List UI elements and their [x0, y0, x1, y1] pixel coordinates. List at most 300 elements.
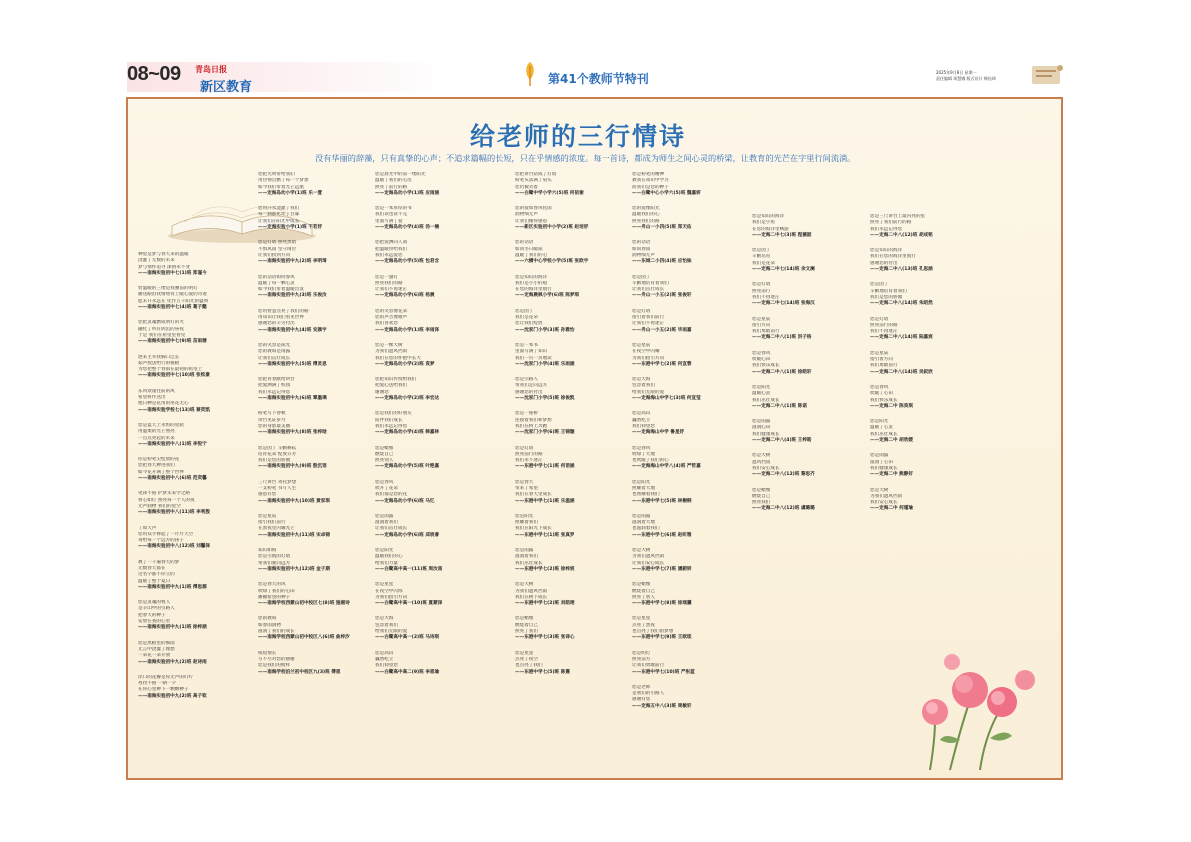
scroll-ornament-icon: [1030, 60, 1064, 90]
poem-author: ——南海实验初中九(3)班 乐俊汝: [258, 293, 327, 299]
poem-author: ——定海二中八(1)班 洪子杨: [752, 335, 812, 341]
poem-line: 安放在我的心里: [138, 619, 171, 625]
poem-author: ——定海岛幼小学(4)班 韩嘉林: [375, 430, 440, 436]
poem-author: ——定海海山中学八(4)班 严哲嘉: [632, 464, 701, 470]
poem-line: 粉笔灰落满了肩头: [515, 178, 552, 184]
poem-line: 希望将作送出: [138, 395, 166, 401]
poem-author: ——南海实验初中九(2)班 李明琦: [258, 259, 327, 265]
poem-line: 我们在您的怀抱中长大: [375, 355, 421, 361]
poem-author: ——东港中学七(5)班 林榭桐: [632, 498, 692, 504]
poem-line: 我们茁壮成长: [870, 431, 898, 437]
poem-line: 寄给每一个远方的孩子: [138, 538, 184, 544]
poem-author: ——南海实验初中九(4)班 安颜宇: [258, 327, 327, 333]
issue-editors: 责任编辑 周慧娜 版式设计 韩钰坤: [936, 76, 996, 81]
poem-line: 让我们勇敢前行: [632, 663, 665, 669]
poem-entry: [258, 377, 368, 402]
poem-author: ——定海岛幼小学(1)班 乐一萱: [258, 190, 323, 196]
poem-author: ——定海岛幼小学(6)班 邱宸睿: [375, 532, 440, 538]
poem-line: 您是灯塔 照亮黑暗: [258, 240, 297, 246]
poem-line: 温暖我们的心: [632, 212, 660, 218]
poem-line: 我们在春天里成长: [515, 492, 552, 498]
poem-line: 让我们茁壮成长: [632, 287, 665, 293]
poem-entry: [138, 526, 248, 551]
poem-line: 我们茁壮成长: [515, 560, 543, 566]
poem-author: ——定海二中七(14)班 张海汉: [752, 301, 815, 307]
poem-line: 燃烧着自己: [515, 622, 538, 628]
poem-line: 照亮前行: [752, 288, 771, 294]
poem-line: 您是粉笔的精神: [632, 172, 665, 177]
poem-line: 播撒希望的种子: [258, 594, 291, 600]
poem-author: ——定海实验小学(1)班 干若妤: [258, 225, 323, 231]
poem-entry: [632, 240, 744, 265]
poem-entry: [515, 651, 627, 676]
issue-meta: [936, 70, 1028, 82]
poem-line: 我们永远爱您: [375, 252, 403, 258]
poem-entry: [375, 377, 487, 402]
poem-entry: [632, 514, 744, 539]
poem-line: 您是蜡烛: [515, 616, 534, 622]
poem-author: ——白鹭中心小学六(5)班 魏嘉妍: [632, 190, 701, 196]
poem-author: ——定海岛幼小学(2)班 李宏达: [375, 396, 440, 402]
poem-line: 您是春天的风: [258, 582, 286, 588]
poem-line: 我们勇敢前行: [870, 363, 898, 369]
poem-entry: [138, 675, 248, 700]
poem-entry: [632, 582, 744, 607]
poem-line: 您的教诲是雨露: [258, 349, 291, 355]
poem-author: ——定海二中八(1)班 徐皓轩: [752, 369, 812, 375]
poem-author: ——南海实验学校七(13)班 蔡奕凯: [138, 407, 210, 413]
poem-line: 滋润了心田: [870, 459, 893, 465]
poem-author: ——南海学校西蒙山初中校区七(8)班 施湘诗: [258, 601, 350, 607]
poem-line: 您是蜡烛: [752, 487, 771, 493]
poem-line: 如今我们带着温暖出发: [258, 287, 304, 293]
poem-line: 我们快乐成长: [870, 397, 898, 403]
poem-entry: [515, 343, 627, 368]
poem-line: 您是明灯: [632, 650, 651, 656]
poem-line: 感谢您的辛劳付出: [258, 321, 295, 327]
poem-line: 感谢有您: [632, 697, 651, 703]
poem-line: 点亮了夜空: [515, 656, 538, 662]
poem-author: ——定海岛幼小学(1)班 李雨泽: [375, 327, 440, 333]
poem-entry: [258, 172, 368, 197]
poem-author: ——东城二小四(4)班 应怡妹: [632, 259, 692, 265]
poem-line: 您是雨露: [375, 513, 394, 519]
poem-author: ——定海二中八(12)班 胡成铭: [870, 232, 933, 238]
poem-line: 辛勤地培育着我们: [632, 280, 669, 286]
poem-line: 在夜空中闪烁: [375, 588, 403, 594]
poem-line: 孜孜不倦 一朝一夕: [138, 681, 177, 687]
poem-entry: [870, 351, 982, 376]
poem-entry: [138, 423, 248, 448]
poem-line: 您把春天种进我们: [138, 463, 175, 469]
poem-line: 吹绿了大地: [632, 451, 655, 457]
poem-line: 如今花开满了整个世界: [138, 469, 184, 475]
poem-line: 温暖了心灵: [870, 425, 893, 431]
poem-author: ——东港中学七(9)班 王欧琰: [632, 635, 692, 641]
poem-author: ——定海二中 陈昊琪: [870, 403, 913, 409]
poem-line: 您的身影最美丽: [258, 423, 291, 429]
poem-entry: [375, 411, 487, 436]
poem-entry: [515, 275, 627, 300]
poem-entry: [375, 343, 487, 368]
poem-entry: [138, 641, 248, 666]
poem-entry: [258, 446, 368, 471]
poem-line: 您是星星: [632, 616, 651, 622]
poem-line: 给我们力量: [375, 560, 398, 566]
poem-line: 您的爱如春风化雨: [515, 206, 552, 212]
poem-line: 滋润着大地: [632, 520, 655, 526]
poem-column-7: [870, 214, 982, 522]
poem-line: 吹开了花朵: [375, 485, 398, 491]
poem-line: 我们不再迷茫: [870, 329, 898, 335]
poem-author: ——南海实验初中九(10)班 黄家琪: [258, 498, 330, 504]
poem-author: ——定海二中八(4)班 王梓皓: [752, 438, 812, 444]
poem-author: ——南海学校西蒙山初中校区八(6)班 曲梓汐: [258, 635, 350, 641]
poem-entry: [515, 582, 627, 607]
poem-entry: [515, 411, 627, 436]
poem-line: 您是一盏灯: [375, 274, 398, 280]
poem-line: 我们在桥上奔跑: [515, 423, 548, 429]
poem-line: 您是大海: [375, 616, 394, 622]
poem-author: ——南海实验初中八(12)班 刘馨泽: [138, 544, 210, 550]
poem-line: 您用智慧点亮了我们的路: [258, 308, 309, 314]
poem-author: ——东港中学七(7)班 潘蔚妍: [632, 566, 692, 572]
poem-line: 一点点亮起的未来: [138, 435, 175, 441]
poem-line: 巍然屹立: [632, 417, 651, 423]
poem-author: ——南海实验初中九(12)班 金子期: [258, 566, 330, 572]
poem-line: 您是雨露: [752, 419, 771, 425]
poem-line: 让我们在阳光中成长: [258, 218, 300, 224]
poem-line: 照耀着大地: [632, 485, 655, 491]
poem-entry: [375, 240, 487, 265]
poem-entry: [138, 491, 248, 516]
poem-author: ——白鹭中学小学六(5)班 何依谢: [515, 190, 584, 196]
poem-author: ——沈家门小学(3)班 孙雅怡: [515, 327, 575, 333]
poem-line: 温暖了每一颗心灵: [258, 280, 295, 286]
poem-line: 是我们的引路人: [632, 691, 665, 697]
poem-author: ——定海二中八(1)班 陈诺: [752, 403, 807, 409]
poem-line: 您是星辰: [258, 513, 277, 519]
poem-author: ——南海实验初中九(1)班 傅思源: [138, 584, 207, 590]
poem-line: 您把光明带给我们: [258, 172, 295, 177]
poem-line: 将心如灯 照亮每一个人的夜: [138, 497, 195, 503]
poem-line: 照亮别人: [375, 458, 394, 464]
issue-date: 2025年9月8日 星期一: [936, 70, 977, 75]
poem-entry: [515, 206, 627, 231]
poem-line: 让我们找到方向: [258, 252, 291, 258]
poem-line: 您是灯塔: [752, 282, 771, 288]
poem-line: 我们快乐成长: [752, 363, 780, 369]
poem-line: 带我们驶向远方: [258, 560, 291, 566]
poem-line: 您是一本厚厚的书: [375, 206, 412, 212]
poem-author: ——舟山一小五(2)班 张俊轩: [632, 293, 692, 299]
poem-entry: [138, 286, 248, 311]
poem-column-3: [375, 172, 487, 685]
poem-line: 茹声授送给行的模板: [138, 360, 180, 366]
poem-author: ——定海二中八(13)班 孔思涵: [870, 267, 933, 273]
poem-line: 您是星辰: [870, 350, 889, 356]
poem-entry: [870, 317, 982, 342]
poem-entry: [375, 206, 487, 231]
poem-line: 如春雨润物: [258, 622, 281, 628]
poem-line: 您是我们的好朋友: [375, 411, 412, 417]
poem-line: 我们喜欢您: [375, 321, 398, 327]
poem-author: ——东港中学七(3)班 张译心: [515, 635, 575, 641]
poem-line: 您的教诲: [258, 616, 277, 622]
poem-line: 给我们无限的爱: [375, 629, 408, 635]
poem-entry: [515, 309, 627, 334]
poem-author: ——定海二中八(14)班 吴叙欣: [870, 369, 933, 375]
poem-line: 照亮了前行的路: [375, 184, 408, 190]
poem-author: ——定海二中七(3)班 程薇韶: [752, 232, 812, 238]
poem-line: 一朵花一朵开放: [138, 653, 171, 659]
poem-author: ——南海实验初中七(10)班 张钦豪: [138, 373, 210, 379]
poem-author: ——南海实验初中八(11)班 李利殷: [138, 510, 210, 516]
poem-author: ——定海二中七(14)班 余文澜: [752, 267, 815, 273]
poem-author: ——南海实验初中七(9)班 苗雨瑭: [138, 339, 207, 345]
poem-line: 让我们懂得感恩: [515, 218, 548, 224]
poem-line: 温暖了我们的心房: [375, 178, 412, 184]
poem-line: 给我们无限的爱: [632, 389, 665, 395]
poem-line: 指引我们前行: [258, 520, 286, 526]
poem-line: 您的笑容像花朵: [375, 308, 408, 314]
poem-entry: [138, 389, 248, 414]
poem-line: 您用汗水浇灌了我们: [258, 206, 300, 212]
poem-line: 吹暖了心田: [870, 391, 893, 397]
poem-line: 用知识让我们看见世界: [258, 315, 304, 321]
poem-line: 您是星辰: [752, 316, 771, 322]
poem-line: 如同春雨: [632, 246, 651, 252]
poem-line: 您是园丁: [870, 282, 889, 288]
poem-author: ——南海实验初中八(1)班 李悦宁: [138, 441, 207, 447]
poem-line: 您是大树: [752, 453, 771, 459]
poem-line: 带来了希望: [515, 485, 538, 491]
poem-line: 照亮前行的路: [515, 451, 543, 457]
poem-line: 无声润物 我们的星空: [138, 503, 181, 509]
poem-line: 我们健康成长: [752, 431, 780, 437]
poem-line: 照亮了我们: [515, 629, 538, 635]
poem-line: 用温柔的光芒照亮: [138, 429, 175, 435]
poem-line: 如同冬日暖阳: [515, 246, 543, 252]
poem-line: 您是一座桥: [515, 411, 538, 417]
poem-entry: [870, 282, 982, 307]
poem-line: 在黑夜里闪耀光芒: [258, 526, 295, 532]
poem-line: 您是灯塔: [870, 316, 889, 322]
poem-line: 巍然屹立: [375, 656, 394, 662]
poem-author: ——定海海山中学七(3)班 何宣莹: [632, 396, 701, 402]
poem-line: 无数春天都在: [138, 565, 166, 571]
poem-line: 谢谢您: [375, 389, 389, 395]
special-issue-title: 第41个教师节特刊: [548, 72, 649, 86]
poem-author: ——白鹭高中高一(2)班 马诗琪: [375, 635, 440, 641]
poem-line: 辛勤地培育着我们: [870, 288, 907, 294]
poem-column-2: [258, 172, 368, 685]
poem-line: 我们仰望您: [375, 663, 398, 669]
poem-line: 一支粉笔 书写人生: [258, 485, 297, 491]
poem-entry: [752, 453, 864, 478]
poem-line: 梦与情怀追寻 深情永不变: [138, 264, 190, 270]
poem-line: 您的爱像阳光: [632, 206, 660, 212]
poem-entry: [752, 214, 864, 239]
poem-line: 东风欢谨往前的风: [138, 388, 175, 394]
poem-line: 您用双手捧起了一片片天空: [138, 531, 194, 537]
poem-line: 您的话语: [515, 240, 534, 246]
poem-column-6: [752, 214, 864, 522]
poem-author: ——南海学校泊兰初中校区九(3)班 傅恩: [258, 669, 341, 675]
poem-author: ——沈家门小学(4)班 乐雨涵: [515, 361, 575, 367]
poem-entry: [515, 616, 627, 641]
poem-entry: [375, 651, 487, 676]
poem-line: 让我们茁壮成长: [258, 355, 291, 361]
poem-entry: [515, 514, 627, 539]
poem-line: 感谢您的付出: [515, 389, 543, 395]
poem-line: 教我在知识中学习: [632, 178, 669, 184]
poem-line: 您是大树: [515, 582, 534, 588]
poem-author: ——定海二中八(12)班 虞璐璐: [752, 506, 815, 512]
poem-author: ——东港中学七(1)班 乐温涵: [515, 498, 575, 504]
poem-line: 照亮了我们前行的路: [870, 220, 912, 226]
poem-author: ——南海实验初中九(11)班 宋卓锦: [258, 532, 330, 538]
poem-entry: [375, 582, 487, 607]
poem-entry: [515, 172, 627, 197]
poem-entry: [258, 240, 368, 265]
poem-line: 纸短情长: [258, 650, 277, 656]
poem-line: 您是蓝天上永恒的星轨: [138, 422, 184, 428]
poem-line: 温暖心灵: [752, 391, 771, 397]
poem-line: 您是我们的榜样: [258, 663, 291, 669]
poem-line: 我们一页一页地读: [515, 355, 552, 361]
poem-line: 指引着方向: [870, 357, 893, 363]
poem-line: 讲台见证岁月: [258, 417, 286, 423]
poem-line: 您是园丁 辛勤耕耘: [258, 445, 297, 451]
page-title: 给老师的三行情诗: [470, 122, 687, 151]
poem-entry: [870, 385, 982, 410]
poem-author: ——东港中学七(5)班 陈熹: [515, 669, 570, 675]
poem-author: ——沈家门小学(5)班 徐俊凯: [515, 396, 575, 402]
poem-author: ——定海岛幼小学(6)班 杨晨: [375, 293, 435, 299]
poem-entry: [870, 419, 982, 444]
poem-line: 您是阳光: [632, 479, 651, 485]
poem-line: 我们安心成长: [870, 500, 898, 506]
poem-line: 浇灌了无数的未来: [138, 258, 175, 264]
poem-line: 您是春风: [632, 445, 651, 451]
poem-line: 写不尽对您的感谢: [258, 656, 295, 662]
poem-line: 知识如海: [258, 548, 277, 554]
poem-entry: [632, 411, 744, 436]
poem-line: 连接着我们和梦想: [515, 417, 552, 423]
poem-line: 照亮前方: [632, 656, 651, 662]
poem-entry: [632, 343, 744, 368]
poem-entry: [632, 651, 744, 676]
poem-line: 为您把整个春雨在最初的希望上: [138, 367, 203, 373]
poem-entry: [632, 616, 744, 641]
poem-line: 也点亮了我们的梦想: [632, 629, 674, 635]
poem-line: 您把讲台站成了灯塔: [515, 172, 557, 177]
poem-line: 您是晨光中的第一缕阳光: [375, 172, 426, 177]
poem-author: ——定海晨枫小学(6)班 陈梦琪: [515, 293, 580, 299]
poem-line: 您是大海: [632, 377, 651, 383]
poem-entry: [632, 275, 744, 300]
poem-line: 您是大树: [632, 548, 651, 554]
poem-author: ——定海二中八(14)班 朱昭然: [870, 301, 933, 307]
poem-line: 您是春风: [375, 479, 394, 485]
section-brand: 新区教育: [200, 80, 253, 95]
poem-line: 我们永不迷茫: [515, 458, 543, 464]
poem-line: 您仍微笑着: [515, 184, 538, 190]
poem-entry: [258, 616, 368, 641]
poem-line: 粉笔写下春秋: [258, 411, 286, 417]
poem-author: ——定海岛幼小学(2)班 袁梦: [375, 361, 435, 367]
poem-line: 您的话语如同春风: [258, 274, 295, 280]
poem-entry: [138, 355, 248, 380]
page-numbers: 08~09: [127, 63, 181, 85]
poem-line: 您是春天: [515, 479, 534, 485]
poem-line: 在您的海洋里畅游: [752, 226, 789, 232]
poem-line: 您是春风: [752, 350, 771, 356]
poem-line: 您是引航的灯塔: [258, 554, 291, 560]
poem-line: 愿未开永远在 化作万千阳光的盛典: [138, 298, 209, 304]
poem-entry: [258, 548, 368, 573]
poem-line: 我们在树下成长: [515, 594, 548, 600]
poem-line: 您是雨露: [870, 453, 889, 459]
poem-author: ——南海实验初中九(1)班 徐梓涵: [138, 625, 207, 631]
poem-entry: [752, 248, 864, 273]
poem-entry: [375, 446, 487, 471]
poem-column-1: [138, 252, 248, 709]
poem-line: 我们永远记得您: [375, 423, 408, 429]
poem-line: 您的声音像歌声: [375, 315, 408, 321]
poem-line: 也点亮了我们: [515, 663, 543, 669]
poem-line: 包容着我们: [632, 383, 655, 389]
poem-line: 感恩有您: [258, 492, 277, 498]
poem-line: 里面写满了爱: [375, 218, 403, 224]
poem-entry: [258, 275, 368, 300]
poem-line: 辛勤培育: [752, 254, 771, 260]
poem-line: 这名字都不你立的: [138, 572, 175, 578]
poem-line: 您是老师: [632, 684, 651, 690]
poem-author: ——南海实验初中九(8)班 张梓晗: [258, 430, 327, 436]
poem-line: 照亮前行的路: [870, 322, 898, 328]
poem-line: 燃烧自己: [375, 451, 394, 457]
poem-author: ——定海二中 胡欣媛: [870, 438, 913, 444]
poem-line: 为我们遮风挡雨: [632, 554, 665, 560]
poem-entry: [258, 514, 368, 539]
poem-line: 照亮我们的路: [632, 218, 660, 224]
poem-author: ——东港中学七(1)班 张真罗: [515, 532, 575, 538]
poem-entry: [515, 548, 627, 573]
poem-author: ——沈家门小学(6)班 王锦璇: [515, 430, 575, 436]
poem-line: 种星是梦与春天来的温暖: [138, 252, 189, 257]
poem-line: 照亮我们: [752, 500, 771, 506]
poem-author: ——南海实验初中七(4)班 葛子懿: [138, 305, 207, 311]
poem-entry: [138, 560, 248, 591]
poem-author: ——定海二中八(14)班 陆嘉宸: [870, 335, 933, 341]
poem-line: 播送眼泪我情绪背上暖心爱的奇迹: [138, 292, 207, 298]
poem-entry: [375, 548, 487, 573]
poem-entry: [632, 206, 744, 231]
poem-entry: [138, 320, 248, 345]
poem-line: 把爱心送给我们: [375, 383, 408, 389]
poem-line: 您是阳光: [752, 384, 771, 390]
poem-line: 为我们指引方向: [375, 594, 408, 600]
poem-line: 您把青春献给讲台: [258, 377, 295, 383]
poem-line: 你是粉笔尖绽放的花: [138, 457, 180, 463]
poem-line: 您是雨露: [515, 548, 534, 554]
poem-line: 您是引路人: [515, 377, 538, 383]
poem-line: 让我们安心成长: [632, 560, 665, 566]
poem-author: ——定海二中 何瑾瑜: [870, 506, 913, 512]
poem-entry: [870, 248, 982, 273]
